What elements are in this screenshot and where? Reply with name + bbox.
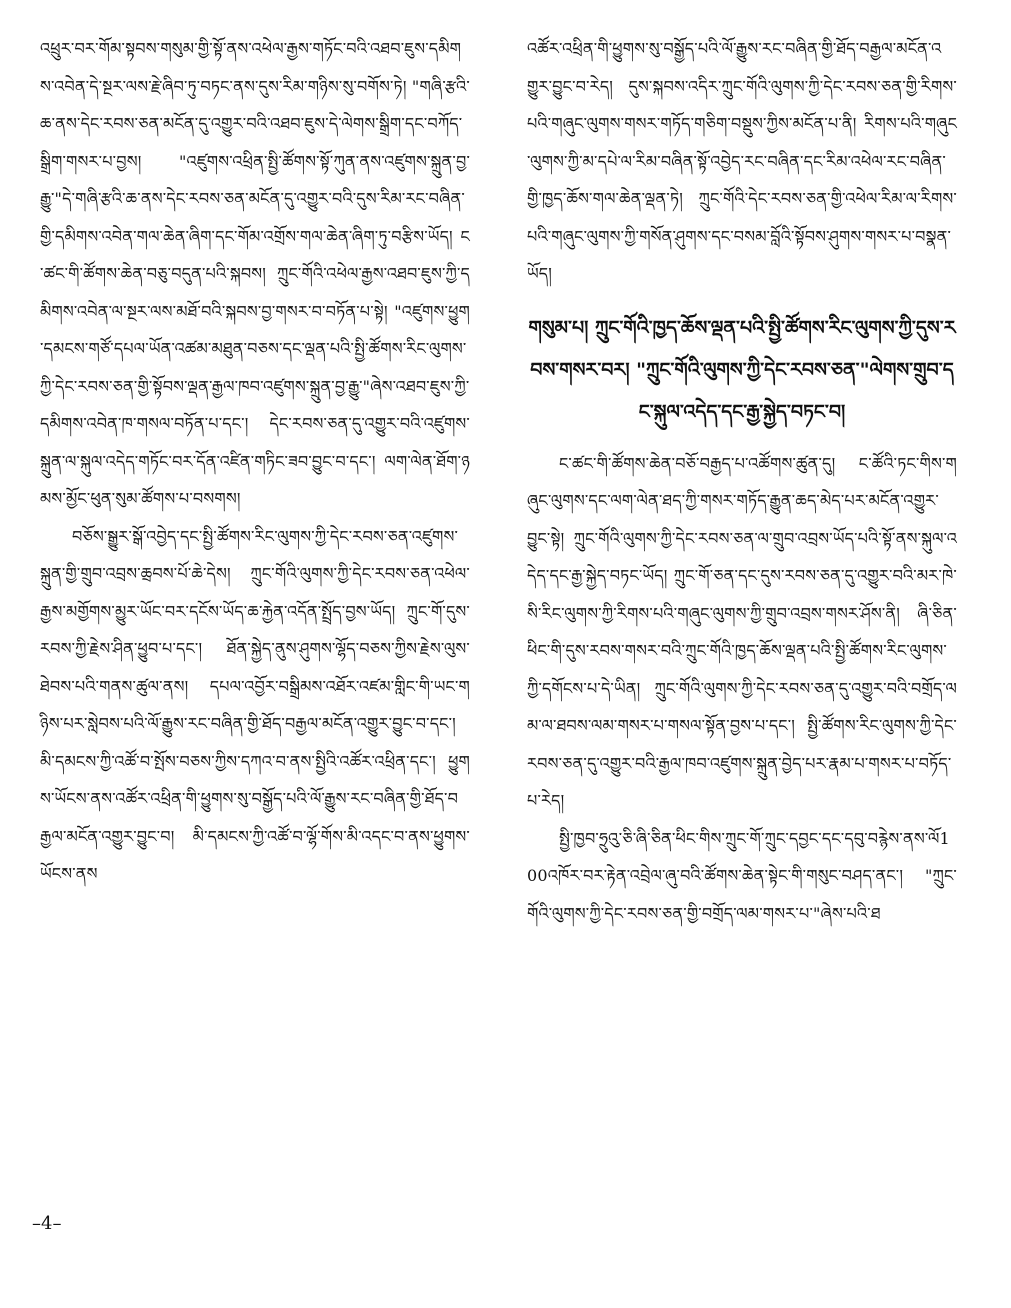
paragraph: བཅོས་སྒྱུར་སྒོ་འབྱེད་དང་སྤྱི་ཚོགས་རིང་ལུགས་ཀྱི་དེང་རབས་ཅན་འཛུགས་སྐྲུན་གྱི་གྲུབ་འབྲས་ཆྲབས་པོ་ཆེ་དེས། ཀྲུང་གོའི་ལུགས་ཀྱི་དེང་རབས་ཅན་འཕེལ་རྒྱས་མགྱོགས་མྱུར་ཡོང་བར་དངོས་ཡོད་ཆ་རྐྱེན་འདོན་སྤྲོད་བྱས་ཡོད། ཀྲུང་གོ་དུས་རབས་ཀྱི་རྗེས་ཤིན་ཕྱུབ་པ་དང་། ཐོན་སྐྱེད་ནུས་ཤུགས་ལྷོད་བཅས་ཀྱིས་རྗེས་ལུས་ཐེབས་པའི་གནས་ཚུལ་ནས། དཔལ་འབྱོར་བསྒྲིམས་འཐོར་འཛམ་གླིང་གི་ཡང་གཉིས་པར་སླེབས་པའི་ལོ་རྒྱུས་རང་བཞིན་གྱི་ཐོད་བརྒྱལ་མངོན་འགྱུར་བྱུང་བ་དང་། མི་དམངས་ཀྱི་འཚོ་བ་སྤོས་བཅས་ཀྱིས་དཀའ་བ་ནས་སྤྱིའི་འཚོར་འཕྲིན་དང་། ཕྱུགས་ཡོངས་ནས་འཚོར་འཕྲིན་གི་ཕྱུགས་སུ་བསྒྱོད་པའི་ལོ་རྒྱུས་རང་བཞིན་གྱི་ཐོད་བརྒྱལ་མངོན་འགྱུར་བྱུང་བ། མི་དམངས་ཀྱི་འཚོ་བ་ལྷོ་གོས་མི་འདང་བ་ནས་ཕྱུགས་ཡོངས་ནས: [40, 526, 470, 883]
paragraph: སྤྱི་ཁྱབ་ཧྲུའུ་ཅི་ཞི་ཅིན་ཕིང་གིས་ཀྲུང་གོ་ཀྲུང་དབྱང་དང་དབུ་བརྙེས་ནས་ལོ100འཁོར་བར་རྟེན་འབྲེལ་ཞུ་བའི་ཚོགས་ཆེན་སྟེང་གི་གསུང་བཤད་ནང་། "ཀྲུང་གོའི་ལུགས་ཀྱི་དེང་རབས་ཅན་གྱི་བགྲོད་ལམ་གསར་པ་"ཞེས་པའི་ཐ: [527, 828, 957, 923]
section-heading: གསུམ་པ། ཀྲུང་གོའི་ཁྱད་ཆོས་ལྡན་པའི་སྤྱི་ཚོགས་རིང་ལུགས་ཀྱི་དུས་རབས་གསར་བར། "ཀྲུང་གོའི་ལུགས་ཀྱི་དེང་རབས་ཅན་"ལེགས་གྲུབ་དང་སྐུལ་འདེད་དང་རྒྱ་སྐྱེད་བཏང་བ།: [528, 316, 956, 423]
paragraph: འཕྲུར་བར་གོམ་སྟབས་གསུམ་གྱི་སྟོ་ནས་འཕེལ་རྒྱས་གཏོང་བའི་འཐབ་ཇུས་དམིགས་འབེན་དེ་སྔར་ལས་རྗེ་ཞིབ་ཏུ་བཏང་ནས་དུས་རིམ་གཉིས་སུ་བགོས་ཏེ། "གཞི་རྩའི་ཆ་ནས་དེང་རབས་ཅན་མངོན་དུ་འགྱུར་བའི་འཐབ་ཇུས་དེ་ལེགས་སྒྲིག་དང་བཀོད་སྒྲིག་གསར་པ་བྱས། "འཛུགས་འཕྲིན་སྤྱི་ཚོགས་སྟོ་ཀུན་ནས་འཛུགས་སྐྲུན་བྱ་རྒྱུ་"དེ་གཞི་རྩའི་ཆ་ནས་དེང་རབས་ཅན་མངོན་དུ་འགྱུར་བའི་དུས་རིམ་རང་བཞིན་གྱི་དམིགས་འབེན་གལ་ཆེན་ཞིག་དང་གོམ་འགྲོས་གལ་ཆེན་ཞིག་ཏུ་བརྩིས་ཡོད། ང་ཚང་གི་ཚོགས་ཆེན་བཅུ་བདུན་པའི་སྐབས། ཀྲུང་གོའི་འཕེལ་རྒྱས་འཐབ་ཇུས་ཀྱི་དམིགས་འབེན་ལ་སྔར་ལས་མཐོ་བའི་སྐབས་བྱ་གསར་བ་བཏོན་པ་སྟེ། "འཛུགས་ཕྱུག་དམངས་གཙོ་དཔལ་ཡོན་འཚམ་མཐུན་བཅས་དང་ལྡན་པའི་སྤྱི་ཚོགས་རིང་ལུགས་ཀྱི་དེང་རབས་ཅན་གྱི་སྟོབས་ལྡན་རྒྱལ་ཁབ་འཛུགས་སྐྲུན་བྱ་རྒྱུ་"ཞེས་འཐབ་ཇུས་ཀྱི་དམིགས་འབེན་ཁ་གསལ་བཏོན་པ་དང་། དེང་རབས་ཅན་དུ་འགྱུར་བའི་འཛུགས་སྐྲུན་ལ་སྐུལ་འདེད་གཏོང་བར་དོན་འཛིན་གཏིང་ཟབ་བྱུང་བ་དང་། ལག་ལེན་ཐོག་ཉམས་མྱོང་ཕུན་སུམ་ཚོགས་པ་བསགས།: [40, 39, 470, 508]
paragraph: འཚོར་འཕྲིན་གི་ཕྱུགས་སུ་བསྒྱོད་པའི་ལོ་རྒྱུས་རང་བཞིན་གྱི་ཐོད་བརྒྱལ་མངོན་འགྱུར་བྱུང་བ་རེད། དུས་སྐབས་འདིར་ཀྲུང་གོའི་ལུགས་ཀྱི་དེང་རབས་ཅན་གྱི་རིགས་པའི་གཞུང་ལུགས་གསར་གཏོད་གཅིག་བསྡུས་ཀྱིས་མངོན་པ་ནི། རིགས་པའི་གཞུང་ལུགས་ཀྱི་མ་དཔེ་ལ་རིམ་བཞིན་སྟོ་འབྱེད་རང་བཞིན་དང་རིམ་འཕེལ་རང་བཞིན་གྱི་ཁྱད་ཆོས་གལ་ཆེན་ལྡན་ཏེ། ཀྲུང་གོའི་དེང་རབས་ཅན་གྱི་འཕེལ་རིམ་ལ་རིགས་པའི་གཞུང་ལུགས་ཀྱི་གསོན་ཤུགས་དང་བསམ་བློའི་སྟོབས་ཤུགས་གསར་པ་བསྣན་ཡོད།: [527, 39, 957, 283]
paragraph: ང་ཚང་གི་ཚོགས་ཆེན་བཅོ་བརྒྱད་པ་འཚོགས་ཚུན་དུ། ང་ཚོའི་ཏང་གིས་གཞུང་ལུགས་དང་ལག་ལེན་ཐད་ཀྱི་གསར་གཏོད་རྒྱུན་ཆད་མེད་པར་མངོན་འགྱུར་བྱུང་སྟེ། ཀྲུང་གོའི་ལུགས་ཀྱི་དེང་རབས་ཅན་ལ་གྲུབ་འབྲས་ཡོད་པའི་སྟོ་ནས་སྐུལ་འདེད་དང་རྒྱ་སྐྱེད་བཏང་ཡོད། ཀྲུང་གོ་ཅན་དང་དུས་རབས་ཅན་དུ་འགྱུར་བའི་མར་ཁེ་སི་རིང་ལུགས་ཀྱི་རིགས་པའི་གཞུང་ལུགས་ཀྱི་གྲུབ་འབྲས་གསར་ཤོས་ནི། ཞི་ཅིན་ཕིང་གི་དུས་རབས་གསར་བའི་ཀྲུང་གོའི་ཁྱད་ཆོས་ལྡན་པའི་སྤྱི་ཚོགས་རིང་ལུགས་ཀྱི་དགོངས་པ་དེ་ཡིན། ཀྲུང་གོའི་ལུགས་ཀྱི་དེང་རབས་ཅན་དུ་འགྱུར་བའི་བགྲོད་ལམ་ལ་ཐབས་ལམ་གསར་པ་གསལ་སྟོན་བྱས་པ་དང་། སྤྱི་ཚོགས་རིང་ལུགས་ཀྱི་དེང་རབས་ཅན་དུ་འགྱུར་བའི་རྒྱལ་ཁབ་འཛུགས་སྐྲུན་བྱེད་པར་རྣམ་པ་གསར་པ་བཏོད་པ་རེད།: [527, 453, 957, 810]
right-column: [527, 30, 957, 932]
left-column: [40, 30, 470, 893]
page-number: –4–: [32, 1213, 62, 1234]
